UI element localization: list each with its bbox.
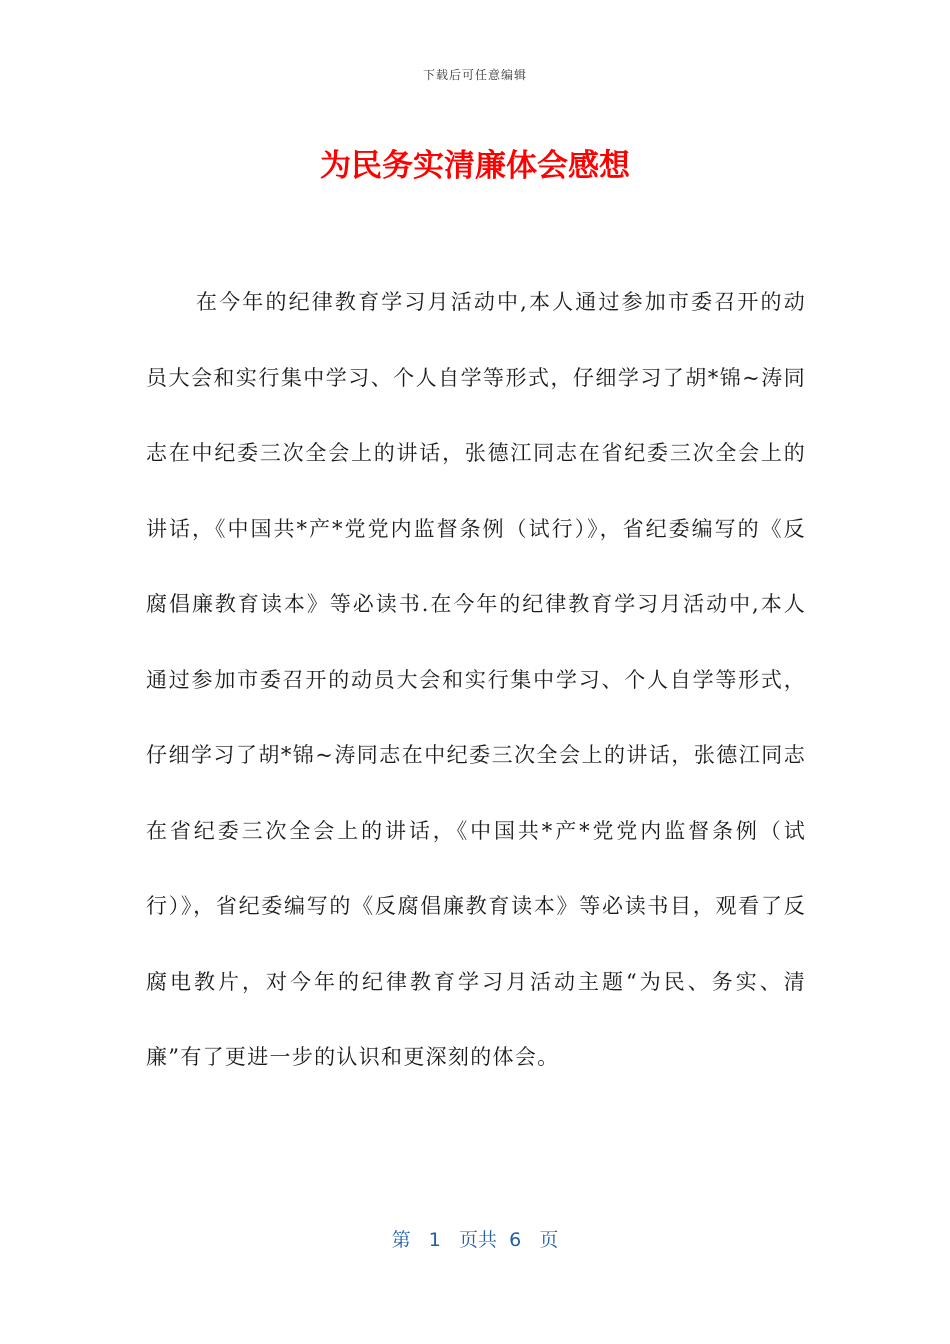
document-title: 为民务实清廉体会感想 — [320, 148, 630, 184]
header-note: 下载后可任意编辑 — [422, 68, 527, 82]
total-pages-number: 6 — [509, 1229, 522, 1251]
body-paragraph: 在今年的纪律教育学习月活动中,本人通过参加市委召开的动员大会和实行集中学习、个人自学等形式，仔细学习了胡*锦~涛同志在中纪委三次全会上的讲话，张德江同志在省纪委三次全会上的讲话，《中国共*产*党党内监督条例（试行）》，省纪委编写的《反腐倡廉教育读本》等必读书.在今年的纪律教育学习月活动中,本人通过参加市委召开的动员大会和实行集中学习、个人自学等形式，仔细学习了胡*锦~涛同志在中纪委三次全会上的讲话，张德江同志在省纪委三次全会上的讲话，《中国共*产*党党内监督条例（试行）》，省纪委编写的《反腐倡廉教育读本》等必读书目，观看了反腐电教片，对今年的纪律教育学习月活动主题“为民、务实、清廉”有了更进一步的认识和更深刻的体会。 — [146, 290, 806, 1069]
current-page-number: 1 — [428, 1229, 441, 1251]
page-label-suffix: 页 — [539, 1229, 559, 1251]
page-label-mid: 页共 — [459, 1229, 498, 1251]
page-footer — [0, 1225, 950, 1252]
page-label-prefix: 第 — [391, 1229, 411, 1251]
